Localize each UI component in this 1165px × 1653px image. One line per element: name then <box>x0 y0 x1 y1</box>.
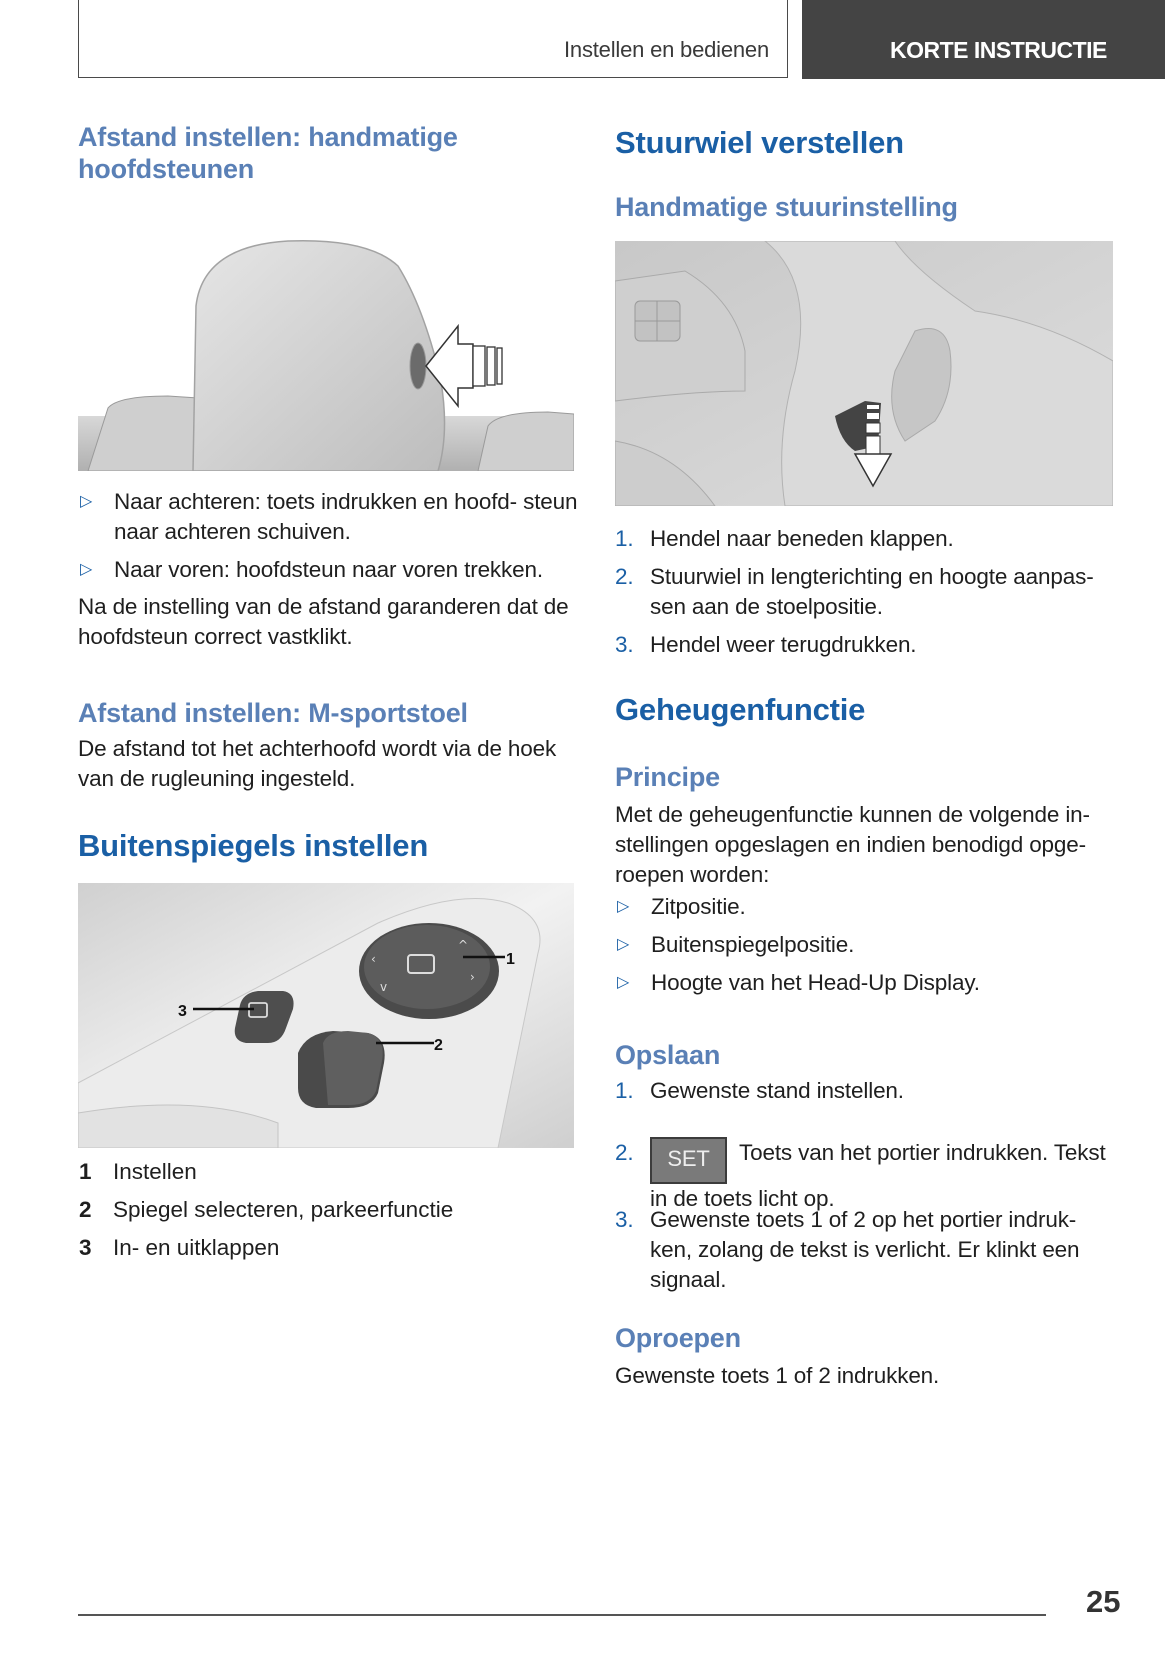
bullet-item: ▷ Naar achteren: toets indrukken en hoofd- steun naar achteren schuiven. <box>80 489 578 544</box>
msport-text: De afstand tot het achterhoofd wordt via de hoek van de rugleuning ingesteld. <box>78 736 557 791</box>
steering-step: 3. Hendel weer terugdrukken. <box>615 632 917 657</box>
triangle-bullet-icon: ▷ <box>80 493 93 510</box>
triangle-bullet-icon: ▷ <box>617 974 630 991</box>
chapter-tab-label: KORTE INSTRUCTIE <box>890 37 1107 63</box>
mirrors-heading: Buitenspiegels instellen <box>78 828 429 863</box>
bullet-item: ▷ Hoogte van het Head-Up Display. <box>615 968 1120 998</box>
recall-text: Gewenste toets 1 of 2 indrukken. <box>615 1363 940 1388</box>
recall-heading: Oproepen <box>615 1323 741 1353</box>
legend-item: 3 In- en uitklappen <box>79 1235 280 1260</box>
principle-text: Met de geheugenfunctie kunnen de volgende in- stellingen opgeslagen en indien benodigd opge- roepen worden: <box>615 802 1090 887</box>
bullet-item: ▷ Naar voren: hoofdsteun naar voren trekken. <box>78 555 578 585</box>
header-box <box>78 0 788 78</box>
mirror-controls-figure <box>78 883 574 1148</box>
store-step: 1. Gewenste stand instellen. <box>615 1078 904 1103</box>
svg-text:v: v <box>380 980 388 994</box>
page-number: 25 <box>1086 1584 1121 1619</box>
bullet-item: ▷ Buitenspiegelpositie. <box>615 930 1120 960</box>
svg-text:‹: ‹ <box>371 952 376 966</box>
svg-text:›: › <box>470 970 475 984</box>
headrest-note: Na de instelling van de afstand garanderen dat de hoofdsteun correct vastklikt. <box>78 594 569 649</box>
bullet-item: ▷ Zitpositie. <box>615 892 1120 922</box>
steering-lever-figure <box>615 241 1113 506</box>
steering-step: 1. Hendel naar beneden klappen. <box>615 526 954 551</box>
triangle-bullet-icon: ▷ <box>617 936 630 953</box>
principle-heading: Principe <box>615 762 720 792</box>
callout-3: 3 <box>178 1003 187 1020</box>
set-button-icon: SET <box>650 1137 727 1184</box>
store-heading: Opslaan <box>615 1040 721 1070</box>
legend-item: 1 Instellen <box>79 1159 197 1184</box>
steering-step: 2. Stuurwiel in lengterichting en hoogte aanpas- sen aan de stoelpositie. <box>615 564 1094 619</box>
triangle-bullet-icon: ▷ <box>80 561 93 578</box>
triangle-bullet-icon: ▷ <box>617 898 630 915</box>
legend-item: 2 Spiegel selecteren, parkeerfunctie <box>79 1197 454 1222</box>
msport-heading: Afstand instellen: M-sportstoel <box>78 698 468 728</box>
steering-column-illustration <box>615 241 1113 506</box>
section-title: Instellen en bedienen <box>564 37 769 62</box>
chapter-tab <box>802 0 1165 79</box>
headrest-illustration <box>78 226 574 471</box>
headrest-figure <box>78 226 574 471</box>
store-step: 3. Gewenste toets 1 of 2 op het portier indruk- ken, zolang de tekst is verlicht. Er klinkt een signaal. <box>615 1207 1080 1292</box>
memory-heading: Geheugenfunctie <box>615 692 866 727</box>
callout-1: 1 <box>506 951 515 968</box>
steering-heading: Stuurwiel verstellen <box>615 125 904 160</box>
footer-rule <box>78 1614 1046 1616</box>
callout-2: 2 <box>434 1037 443 1054</box>
svg-text:^: ^ <box>458 938 469 952</box>
headrest-heading: Afstand instellen: handmatige hoofdsteunen <box>78 122 458 184</box>
mirror-controls-illustration <box>78 883 574 1148</box>
store-step: 2. SET Toets van het portier indrukken. Tekst in de toets licht op. <box>615 1138 1120 1214</box>
steering-subheading: Handmatige stuurinstelling <box>615 192 958 222</box>
